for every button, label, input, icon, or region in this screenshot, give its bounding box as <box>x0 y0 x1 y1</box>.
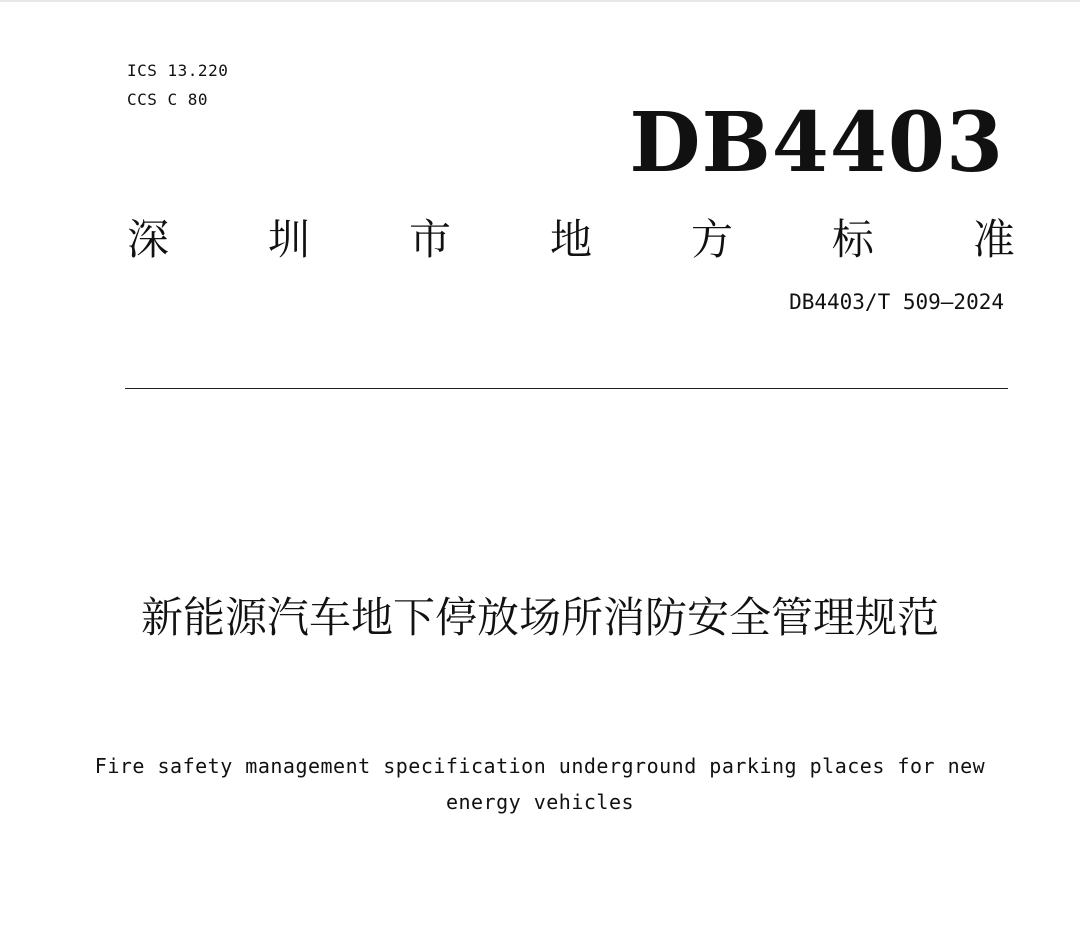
standard-type-char: 地 <box>549 215 592 264</box>
standard-type-char: 圳 <box>267 215 310 264</box>
document-title-english: Fire safety management specification underground parking places for new energy vehicles <box>94 754 986 814</box>
standard-number: DB4403/T 509—2024 <box>789 290 1004 314</box>
ics-code: ICS 13.220 <box>127 61 229 80</box>
standard-type-char: 准 <box>972 215 1015 264</box>
standard-type-char: 方 <box>690 215 733 264</box>
standard-type-char: 标 <box>831 215 874 264</box>
standard-type-char: 深 <box>127 215 170 264</box>
standard-type-char: 市 <box>408 215 451 264</box>
classification-codes <box>127 56 228 114</box>
divider-line <box>125 388 1008 389</box>
document-title-chinese: 新能源汽车地下停放场所消防安全管理规范 <box>140 593 939 642</box>
ccs-code: CCS C 80 <box>127 90 209 109</box>
standard-code-heading: DB4403 <box>629 95 1004 191</box>
page-top-edge <box>0 0 1080 2</box>
standard-type-heading <box>127 212 1015 268</box>
